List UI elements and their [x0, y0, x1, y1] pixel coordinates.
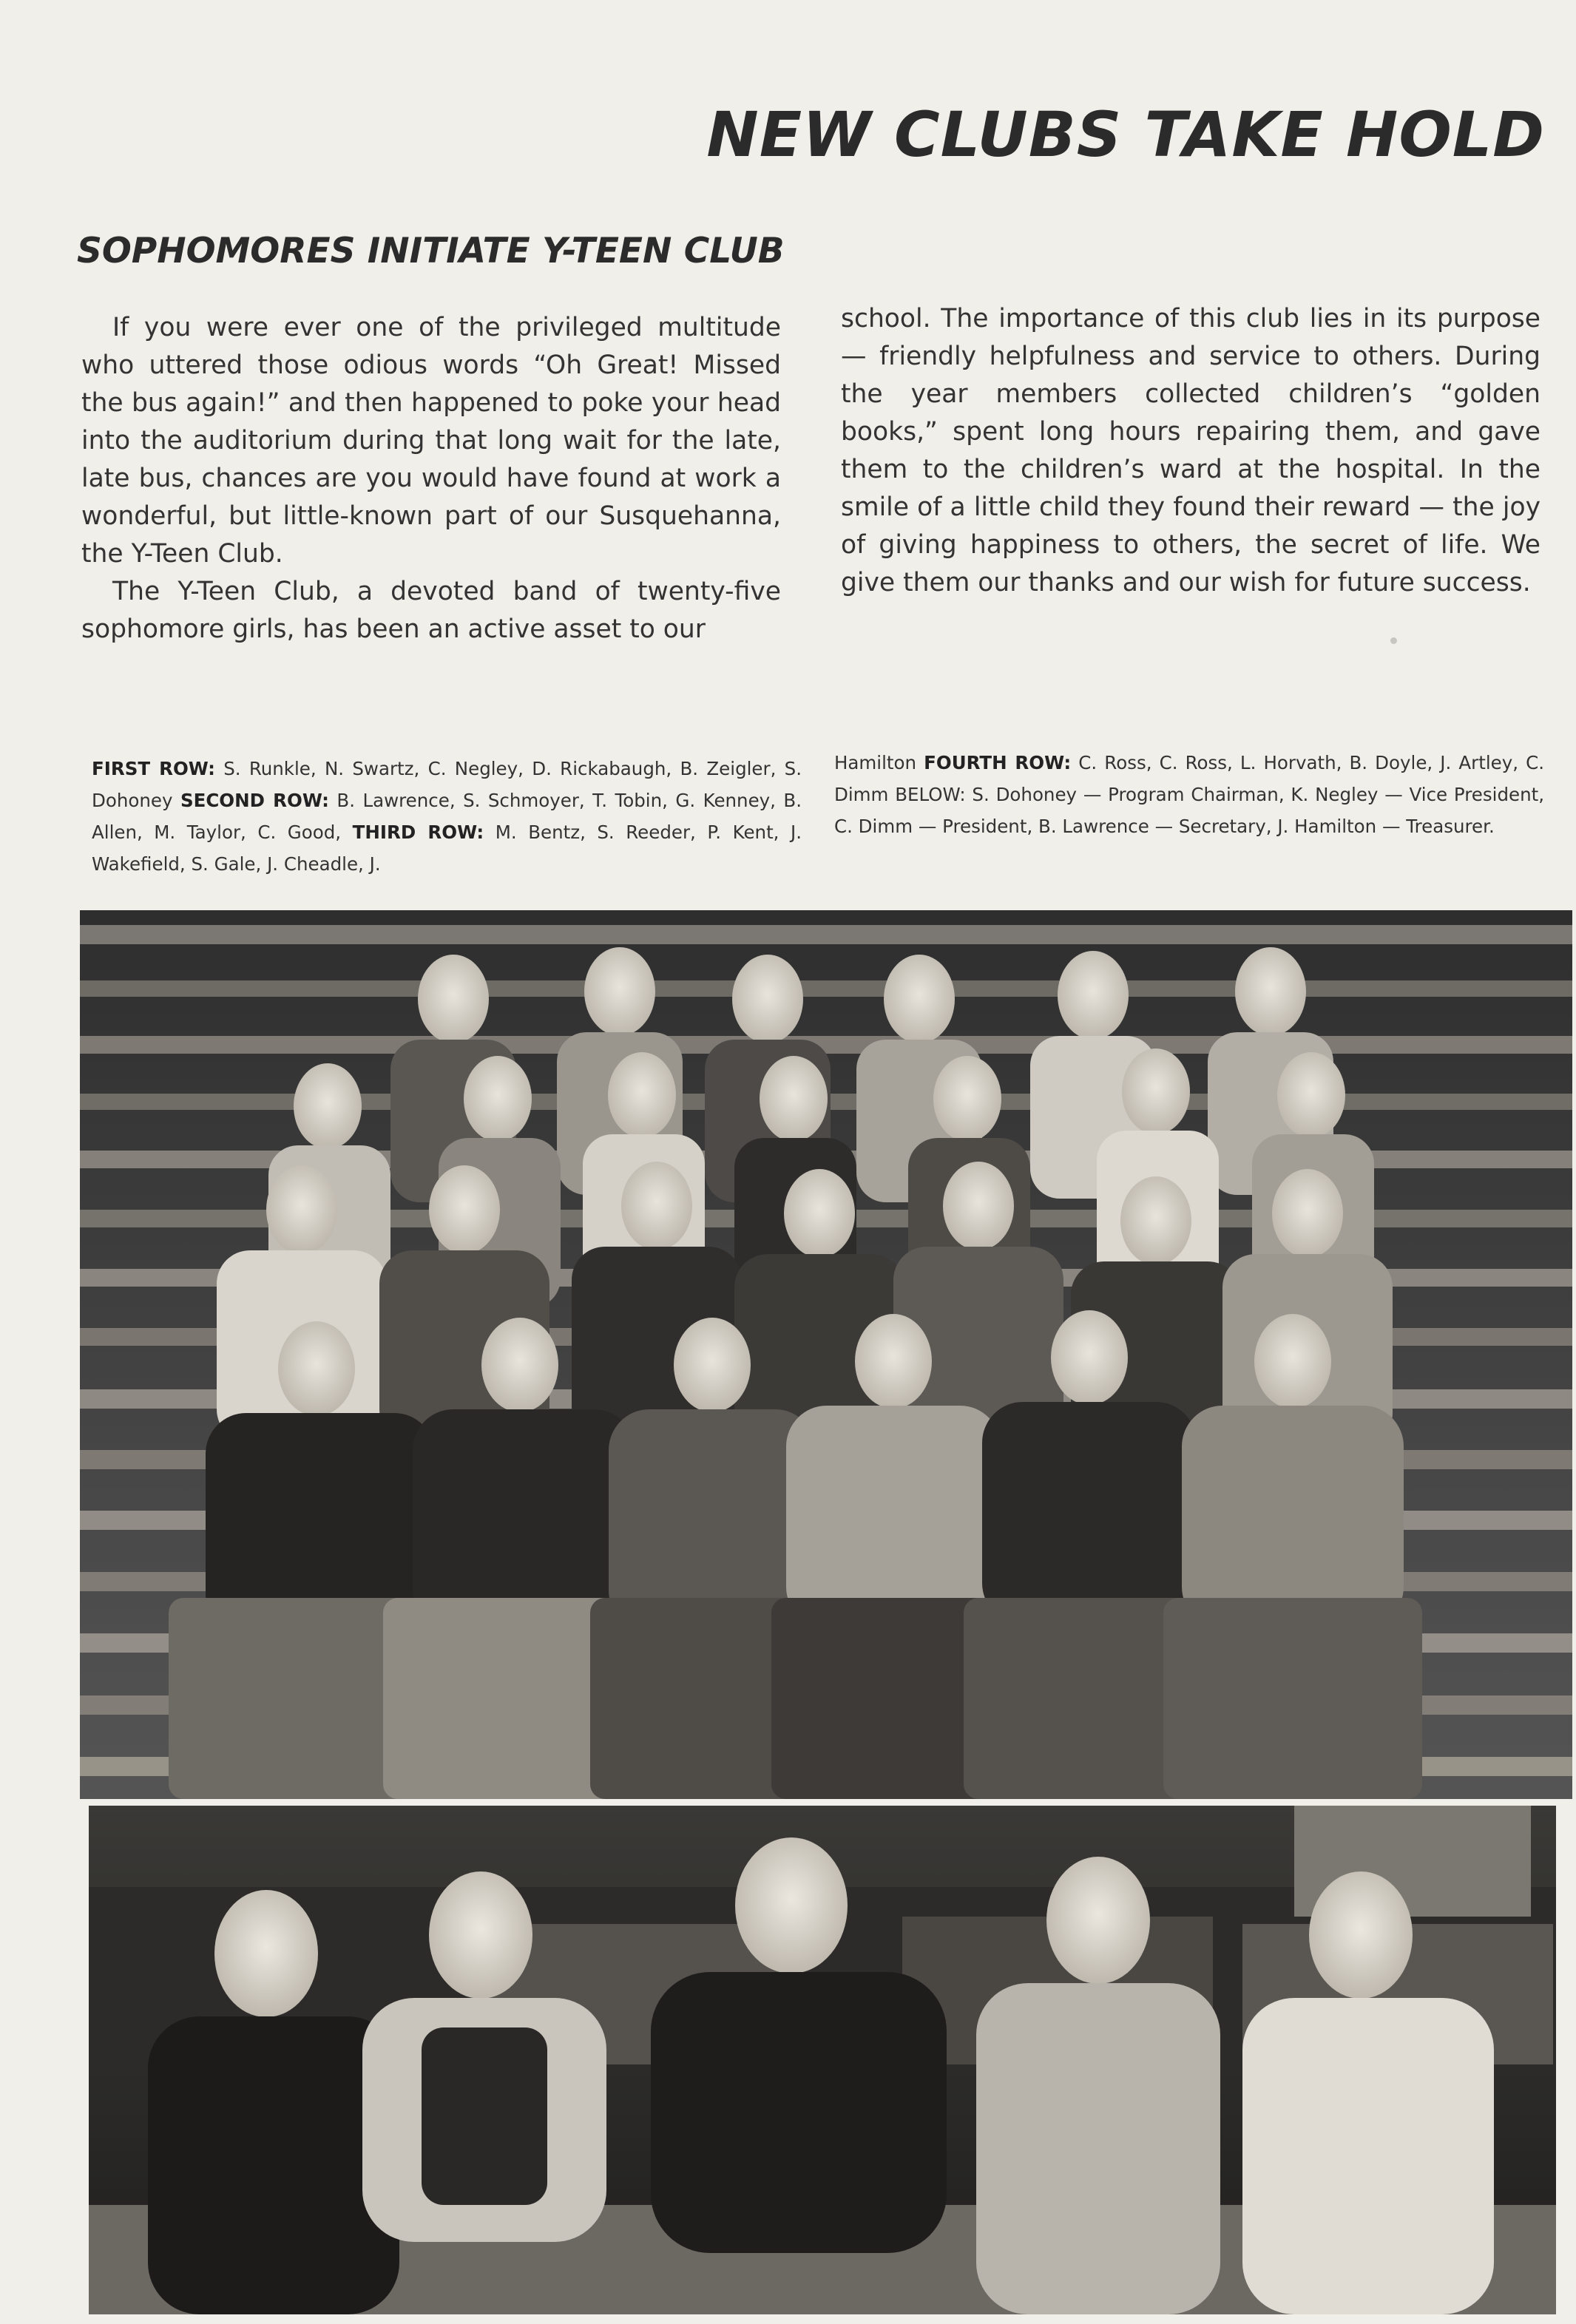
caption-names-second-row: B. Lawrence, S. Schmoyer, T. Tobin, G. Kenney, B. Allen, M. Taylor, C. Good, [92, 790, 802, 843]
officers-photo [89, 1806, 1556, 2314]
photo-caption-right [834, 747, 1544, 842]
caption-names-first-row: S. Runkle, N. Swartz, C. Negley, D. Rickabaugh, B. Zeigler, S. Dohoney [92, 758, 802, 811]
photo-caption-left [92, 753, 802, 880]
caption-label-third-row: THIRD ROW: [352, 821, 484, 843]
page-headline: NEW CLUBS TAKE HOLD [706, 98, 1545, 171]
caption-names-third-row-cont: Hamilton [834, 752, 924, 773]
caption-names-fourth-row: C. Ross, C. Ross, L. Horvath, B. Doyle, J. Artley, C. Dimm BELOW: S. Dohoney — Program Chairman, K. Negley — Vice President, C. Dimm — President, B. Lawrence — Secretary, J. Hamilton — Treasurer. [834, 752, 1545, 837]
article-paragraph-2: The Y-Teen Club, a devoted band of twenty-five sophomore girls, has been an active asset to our [81, 577, 781, 644]
caption-label-first-row: FIRST ROW: [92, 758, 215, 779]
article-paragraph-1: If you were ever one of the privileged multitude who uttered those odious words “Oh Great! Missed the bus again!” and then happened to poke your head into the auditorium during that long wait for the late, late bus, chances are you would have found at work a wonderful, but little-known part of our Susquehanna, the Y-Teen Club. [81, 313, 781, 569]
group-photo [80, 910, 1572, 1799]
print-speck [1390, 637, 1397, 644]
officers-photo-image [89, 1806, 1556, 2314]
article-subhead: SOPHOMORES INITIATE Y-TEEN CLUB [77, 231, 785, 271]
article-column-right [841, 300, 1541, 602]
article-column-left [81, 309, 781, 648]
caption-label-fourth-row: FOURTH ROW: [924, 752, 1072, 773]
group-photo-image [80, 910, 1572, 1799]
caption-names-third-row: M. Bentz, S. Reeder, P. Kent, J. Wakefield, S. Gale, J. Cheadle, J. [92, 821, 802, 875]
caption-label-second-row: SECOND ROW: [180, 790, 329, 811]
article-paragraph-3: school. The importance of this club lies in its purpose — friendly helpfulness and service to others. During the year members collected children’s “golden books,” spent long hours repairing them, and gave them to the children’s ward at the hospital. In the smile of a little child they found their reward — the joy of giving happiness to others, the secret of life. We give them our thanks and our wish for future success. [841, 304, 1541, 597]
